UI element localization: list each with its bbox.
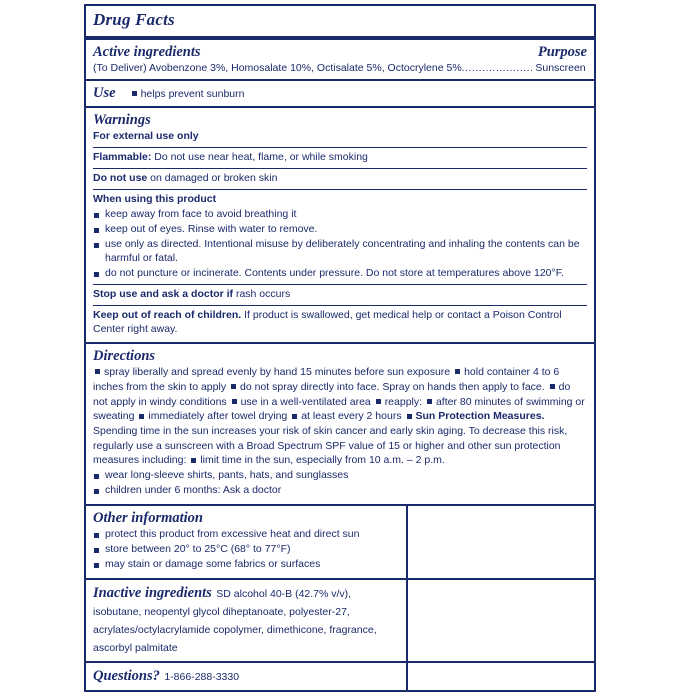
bullet-square-icon	[407, 414, 412, 419]
warnings-external-use: For external use only	[93, 130, 199, 143]
leader-dots: .....................	[461, 61, 534, 74]
direction-item: do not spray directly into face. Spray on hands then apply to face.	[240, 380, 545, 393]
direction-item: after 80 minutes of swimming or sweating	[93, 395, 585, 423]
bullet-square-icon	[139, 414, 144, 419]
active-ingredients-heading: Active ingredients	[93, 43, 201, 60]
warnings-do-not-use: Do not use on damaged or broken skin	[93, 172, 278, 185]
warnings-keep-out-of-reach: Keep out of reach of children. If product is swallowed, get medical help or contact a Poison Control Center right away.	[93, 308, 562, 335]
list-item: use only as directed. Intentional misuse by deliberately concentrating and inhaling the contents can be harmful or fatal.	[93, 238, 587, 266]
list-item: wear long-sleeve shirts, pants, hats, and sunglasses	[93, 469, 587, 483]
list-item: protect this product from excessive heat and direct sun	[93, 528, 393, 542]
bullet-square-icon	[292, 414, 297, 419]
use-heading: Use	[93, 84, 116, 101]
direction-item: use in a well-ventilated area	[240, 395, 371, 408]
questions-heading: Questions?	[93, 667, 160, 684]
divider-flammable	[93, 147, 587, 148]
direction-limit-time: limit time in the sun, especially from 10 a.m. – 2 p.m.	[200, 454, 445, 467]
warnings-section	[86, 108, 594, 341]
warnings-heading: Warnings	[93, 112, 151, 129]
active-ingredients-section	[86, 40, 594, 79]
divider-do-not-use	[93, 168, 587, 169]
bullet-square-icon	[132, 91, 137, 96]
bullet-square-icon	[95, 369, 100, 374]
questions-section	[86, 663, 594, 690]
active-ingredients-line	[93, 62, 587, 74]
warnings-stop-use: Stop use and ask a doctor if rash occurs	[93, 287, 291, 300]
page-title: Drug Facts	[93, 10, 175, 29]
list-item: store between 20° to 25°C (68° to 77°F)	[93, 543, 393, 557]
directions-flow-text	[93, 365, 587, 468]
direction-item: hold container 4 to 6 inches from the skin to apply	[93, 366, 560, 393]
bullet-square-icon	[427, 399, 432, 404]
bullet-square-icon	[550, 384, 555, 389]
list-item: keep out of eyes. Rinse with water to remove.	[93, 223, 587, 237]
divider-when-using	[93, 189, 587, 190]
bullet-square-icon	[455, 369, 460, 374]
direction-item: reapply:	[384, 395, 423, 408]
list-item: keep away from face to avoid breathing it	[93, 208, 587, 222]
direction-item: spray liberally and spread evenly by hand 15 minutes before sun exposure	[104, 366, 451, 379]
questions-phone: 1-866-288-3330	[164, 670, 240, 683]
bullet-square-icon	[191, 458, 196, 463]
direction-item: immediately after towel drying	[148, 410, 288, 423]
drug-facts-panel	[84, 4, 596, 692]
list-item: do not puncture or incinerate. Contents under pressure. Do not store at temperatures above 120°F.	[93, 267, 587, 281]
bullet-square-icon	[376, 399, 381, 404]
inactive-ingredients-text: SD alcohol 40-B (42.7% v/v), isobutane, neopentyl glycol diheptanoate, polyester-27, acrylates/octylacrylamide copolymer, dimethicone, fragrance, ascorbyl palmitate	[93, 587, 377, 654]
sun-protection-label: Sun Protection Measures.	[415, 410, 545, 423]
list-item: may stain or damage some fabrics or surfaces	[93, 558, 393, 572]
other-information-list	[93, 528, 393, 572]
directions-tail-list	[93, 469, 587, 498]
direction-item: do not apply in windy conditions	[93, 380, 571, 408]
drug-facts-title-section	[86, 6, 594, 36]
use-item: helps prevent sunburn	[130, 88, 245, 102]
warnings-when-using-heading: When using this product	[93, 193, 217, 205]
other-information-heading: Other information	[93, 509, 203, 526]
bullet-square-icon	[231, 384, 236, 389]
inactive-ingredients-heading: Inactive ingredients	[93, 584, 212, 601]
warnings-flammable: Flammable: Do not use near heat, flame, or while smoking	[93, 151, 368, 164]
direction-item: at least every 2 hours	[301, 410, 402, 423]
divider-stop-use	[93, 284, 587, 285]
directions-section	[86, 344, 594, 504]
use-section	[86, 81, 594, 107]
bullet-square-icon	[232, 399, 237, 404]
purpose-value: Sunscreen	[535, 61, 586, 74]
divider-keep-out	[93, 305, 587, 306]
inactive-ingredients-section	[86, 580, 594, 661]
list-item: children under 6 months: Ask a doctor	[93, 484, 587, 498]
other-information-section	[86, 506, 594, 578]
active-ingredients-text: (To Deliver) Avobenzone 3%, Homosalate 10%, Octisalate 5%, Octocrylene 5%	[93, 61, 462, 74]
warnings-when-using-list	[93, 208, 587, 281]
directions-heading: Directions	[93, 347, 156, 364]
purpose-heading: Purpose	[537, 43, 587, 60]
sun-protection-text: Spending time in the sun increases your risk of skin cancer and early skin aging. To decrease this risk, regularly use a sunscreen with a Broad Spectrum SPF value of 15 or higher and other sun protection measures including:	[93, 425, 568, 467]
